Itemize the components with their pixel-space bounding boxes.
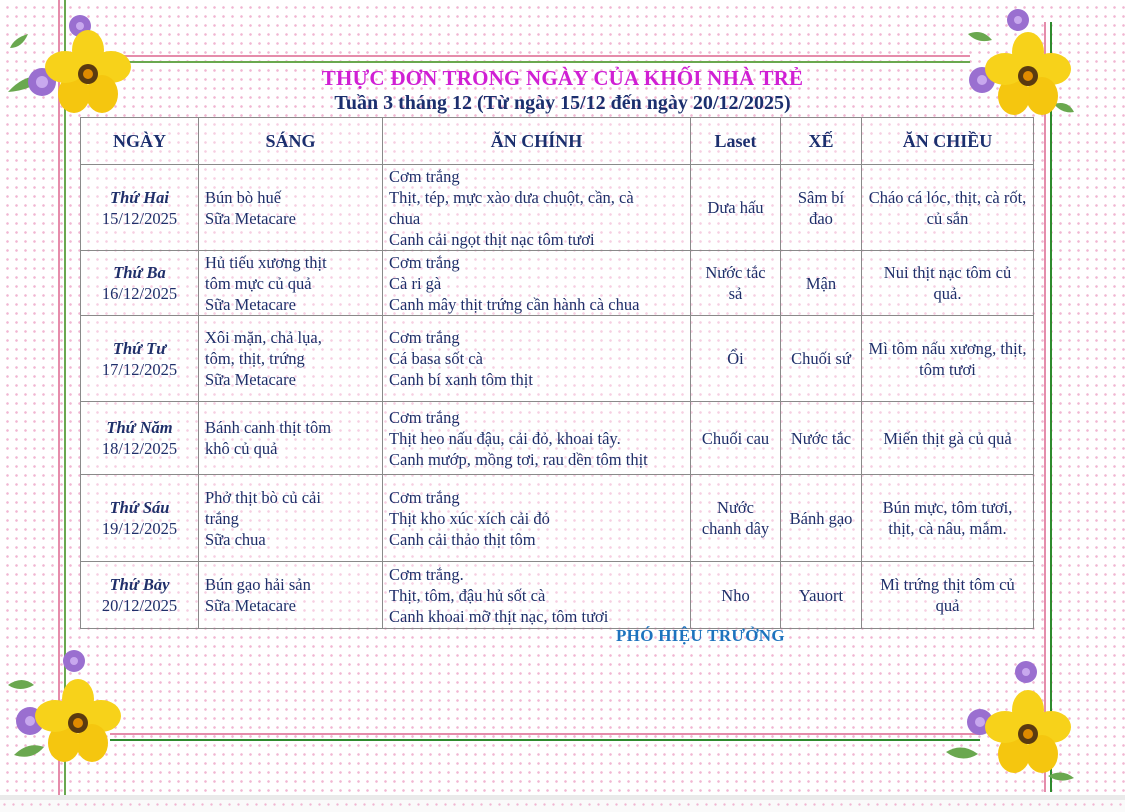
flower-icon bbox=[958, 4, 1078, 124]
an-chinh-line: Canh cải ngọt thịt nạc tôm tươi bbox=[389, 229, 595, 249]
an-chinh-line: Canh khoai mỡ thịt nạc, tôm tươi bbox=[389, 606, 609, 626]
laset-cell: Chuối cau bbox=[691, 402, 781, 475]
day-cell bbox=[81, 165, 199, 251]
day-date: 16/12/2025 bbox=[101, 284, 178, 303]
day-date: 20/12/2025 bbox=[101, 596, 178, 615]
an-chinh-line: Canh cải thảo thịt tôm bbox=[389, 529, 536, 549]
day-cell bbox=[81, 251, 199, 316]
sang-line: Bún gạo hải sản bbox=[205, 575, 311, 594]
sang-line: Sữa chua bbox=[205, 529, 266, 549]
flower-icon bbox=[4, 4, 136, 124]
sang-line: Sữa Metacare bbox=[205, 294, 296, 314]
sang-cell bbox=[199, 251, 383, 316]
sang-line: tôm, thịt, trứng bbox=[205, 349, 305, 368]
frame-line bbox=[110, 733, 980, 735]
an-chieu-cell: Cháo cá lóc, thịt, cà rốt, củ sắn bbox=[862, 165, 1034, 251]
sang-line: khô củ quả bbox=[205, 439, 278, 458]
flower-icon bbox=[944, 656, 1078, 786]
an-chinh-line: Cơm trắng bbox=[389, 328, 460, 347]
day-name: Thứ Năm bbox=[106, 418, 173, 437]
frame-line bbox=[90, 55, 970, 57]
an-chinh-line: Cơm trắng bbox=[389, 407, 460, 427]
laset-cell: Nước tắc sả bbox=[691, 251, 781, 316]
an-chinh-cell bbox=[383, 316, 691, 402]
xe-cell: Sâm bí đao bbox=[781, 165, 862, 251]
day-name: Thứ Ba bbox=[113, 263, 166, 282]
table-row bbox=[81, 562, 1034, 629]
xe-cell: Yauort bbox=[781, 562, 862, 629]
header-sang: SÁNG bbox=[199, 118, 383, 165]
an-chieu-cell: Miến thịt gà củ quả bbox=[862, 402, 1034, 475]
sang-cell bbox=[199, 402, 383, 475]
an-chinh-line: Cá basa sốt cà bbox=[389, 349, 483, 368]
an-chinh-cell bbox=[383, 165, 691, 251]
laset-cell: Nước chanh dây bbox=[691, 475, 781, 562]
an-chinh-line: Canh bí xanh tôm thịt bbox=[389, 370, 533, 389]
an-chinh-line: Cơm trắng bbox=[389, 252, 460, 272]
an-chinh-cell bbox=[383, 475, 691, 562]
an-chinh-line: Cà ri gà bbox=[389, 273, 442, 293]
laset-cell: Nho bbox=[691, 562, 781, 629]
day-cell bbox=[81, 475, 199, 562]
xe-cell: Bánh gạo bbox=[781, 475, 862, 562]
xe-cell: Chuối sứ bbox=[781, 316, 862, 402]
day-date: 17/12/2025 bbox=[101, 359, 178, 379]
day-date: 15/12/2025 bbox=[101, 208, 178, 228]
day-date: 19/12/2025 bbox=[101, 519, 178, 538]
flower-icon bbox=[4, 645, 134, 775]
an-chinh-line: Thịt, tép, mực xào dưa chuột, cần, cà bbox=[389, 187, 634, 207]
menu-week-subtitle: Tuần 3 tháng 12 (Từ ngày 15/12 đến ngày 20/12/2025) bbox=[334, 92, 791, 114]
an-chinh-line: Canh mây thịt trứng cần hành cà chua bbox=[389, 294, 640, 314]
sang-line: Phở thịt bò củ cải bbox=[205, 487, 321, 507]
an-chieu-cell: Mì trứng thịt tôm củ quả bbox=[862, 562, 1034, 629]
sang-cell bbox=[199, 165, 383, 251]
an-chinh-line: Cơm trắng bbox=[389, 487, 460, 507]
next-page-edge bbox=[0, 800, 1125, 812]
sang-line: Sữa Metacare bbox=[205, 370, 296, 389]
signature-title: PHÓ HIỆU TRƯỞNG bbox=[616, 626, 785, 645]
an-chinh-line: Cơm trắng bbox=[389, 166, 460, 186]
laset-cell: Dưa hấu bbox=[691, 165, 781, 251]
an-chieu-cell: Bún mực, tôm tươi, thịt, cà nâu, mắm. bbox=[862, 475, 1034, 562]
an-chinh-line: chua bbox=[389, 208, 421, 228]
frame-line bbox=[90, 61, 970, 63]
sang-line: Hủ tiếu xương thịt bbox=[205, 252, 327, 272]
table-row bbox=[81, 165, 1034, 251]
table-row bbox=[81, 475, 1034, 562]
xe-cell: Mận bbox=[781, 251, 862, 316]
day-name: Thứ Hai bbox=[110, 187, 169, 207]
sang-line: Xôi mặn, chả lụa, bbox=[205, 328, 322, 347]
an-chinh-line: Canh mướp, mồng tơi, rau dền tôm thịt bbox=[389, 449, 648, 469]
header-an-chinh: ĂN CHÍNH bbox=[383, 118, 691, 165]
xe-cell: Nước tắc bbox=[781, 402, 862, 475]
day-name: Thứ Sáu bbox=[109, 498, 170, 517]
an-chinh-cell bbox=[383, 562, 691, 629]
sang-line: tôm mực củ quả bbox=[205, 273, 312, 293]
an-chinh-line: Thịt, tôm, đậu hủ sốt cà bbox=[389, 585, 546, 605]
sang-line: Bún bò huế bbox=[205, 187, 282, 207]
an-chieu-cell: Mì tôm nấu xương, thịt, tôm tươi bbox=[862, 316, 1034, 402]
day-cell bbox=[81, 402, 199, 475]
day-cell bbox=[81, 316, 199, 402]
header-an-chieu: ĂN CHIỀU bbox=[862, 118, 1034, 165]
sang-line: Sữa Metacare bbox=[205, 208, 296, 228]
table-row bbox=[81, 316, 1034, 402]
sang-cell bbox=[199, 475, 383, 562]
table-row bbox=[81, 251, 1034, 316]
day-name: Thứ Tư bbox=[112, 338, 167, 358]
day-date: 18/12/2025 bbox=[101, 439, 178, 458]
an-chinh-line: Cơm trắng. bbox=[389, 564, 464, 584]
header-laset: Laset bbox=[691, 118, 781, 165]
day-name: Thứ Bảy bbox=[109, 575, 170, 594]
header-ngay: NGÀY bbox=[81, 118, 199, 165]
sang-cell bbox=[199, 316, 383, 402]
an-chinh-line: Thịt heo nấu đậu, cải đỏ, khoai tây. bbox=[389, 428, 621, 448]
table-row bbox=[81, 402, 1034, 475]
an-chieu-cell: Nui thịt nạc tôm củ quả. bbox=[862, 251, 1034, 316]
frame-line bbox=[110, 739, 980, 741]
sang-line: Sữa Metacare bbox=[205, 596, 296, 615]
an-chinh-cell bbox=[383, 251, 691, 316]
header-xe: XẾ bbox=[781, 118, 862, 165]
table-header-row bbox=[81, 118, 1034, 165]
day-cell bbox=[81, 562, 199, 629]
an-chinh-cell bbox=[383, 402, 691, 475]
menu-table bbox=[80, 117, 1034, 629]
sang-cell bbox=[199, 562, 383, 629]
laset-cell: Ổi bbox=[691, 316, 781, 402]
sang-line: Bánh canh thịt tôm bbox=[205, 418, 332, 437]
sang-line: trắng bbox=[205, 508, 239, 528]
menu-title: THỰC ĐƠN TRONG NGÀY CỦA KHỐI NHÀ TRẺ bbox=[321, 66, 804, 90]
an-chinh-line: Thịt kho xúc xích cải đỏ bbox=[389, 508, 550, 528]
